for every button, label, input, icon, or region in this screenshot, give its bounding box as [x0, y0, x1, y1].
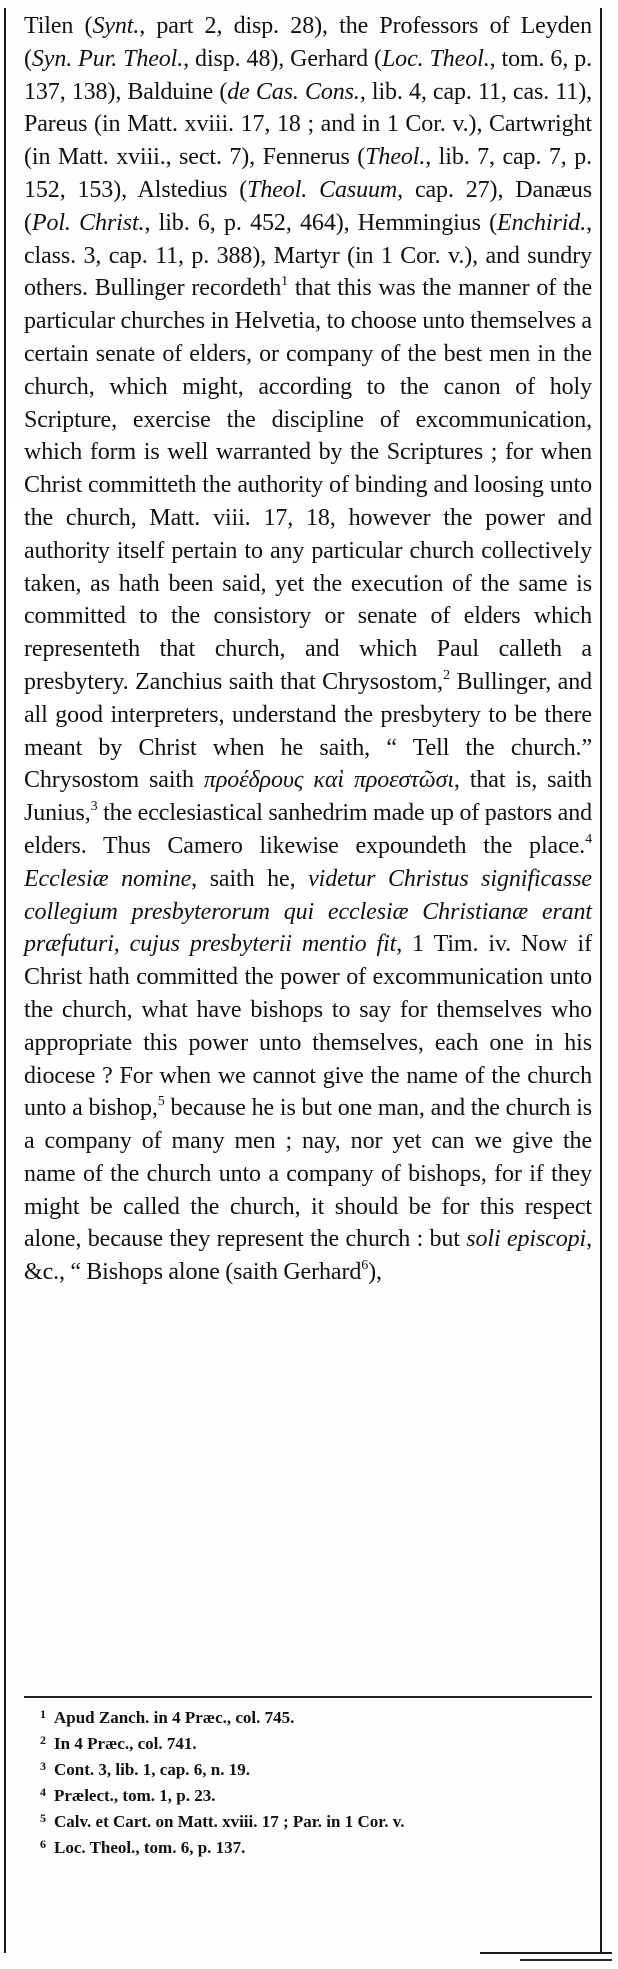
- text-run: Tilen (: [24, 13, 93, 39]
- text-run: , that is, saith Junius,: [24, 767, 592, 827]
- text-run: because he is but one man, and the church is a company of many men ; nay, nor yet can we give the name of the church unto a company of bishops, for if they might be called the church, it should be for this respect alone, because they represent the church : but: [24, 1095, 593, 1253]
- italic-title: Syn. Pur. Theol.: [31, 45, 184, 72]
- footnote-marker: 6: [361, 1258, 369, 1274]
- latin-quote: Ecclesiæ nomine: [24, 865, 192, 892]
- text-run: , saith he,: [191, 865, 309, 892]
- footnote: [40, 1755, 592, 1781]
- text-run: Bullinger, and all good interpreters, understand the presbytery to be there meant by Christ when he saith, “ Tell the church.” Chrysostom saith: [24, 668, 592, 794]
- footnote-text: Calv. et Cart. on Matt. xviii. 17 ; Par. in 1 Cor. v.: [54, 1812, 405, 1831]
- text-run: , &c., “ Bishops alone (saith Gerhard: [24, 1226, 593, 1286]
- bottom-edge-rule: [480, 1952, 612, 1954]
- footnotes: [40, 1703, 592, 1859]
- text-run: that this was the manner of the particular churches in Helvetia, to choose unto themselves a certain senate of elders, or company of the best men in the church, which might, according to the canon of holy Scripture, exercise the discipline of excommunication, which form is well warranted by the Scriptures ; for when Christ committeth the authority of binding and loosing unto the church, Matt. viii. 17, 18, however the power and authority itself pertain to any particular church collectively taken, as hath been said, yet the execution of the same is committed to the consistory or senate of elders which representeth that church, and which Paul calleth a presbytery. Zanchius saith that Chrysostom,: [24, 275, 593, 695]
- footnote: [40, 1781, 592, 1807]
- text-run: , cap. 27), Danæus (: [24, 176, 592, 236]
- text-run: , tom. 6, p. 137, 138), Balduine (: [24, 45, 593, 105]
- body-paragraph: [24, 10, 592, 1289]
- footnote: [40, 1703, 592, 1729]
- italic-title: Theol.: [365, 144, 426, 171]
- right-border-rule: [600, 8, 602, 1953]
- footnote-marker: 2: [443, 667, 450, 683]
- footnote-number: 5: [40, 1811, 46, 1825]
- footnote-number: 4: [40, 1785, 46, 1799]
- footnote-marker: 1: [281, 274, 289, 290]
- book-page: [24, 10, 592, 1289]
- latin-quote: soli episcopi: [466, 1226, 587, 1253]
- footnote: [40, 1807, 592, 1833]
- italic-title: Enchirid.: [497, 209, 587, 236]
- footnote-marker: 5: [157, 1094, 165, 1110]
- text-run: , lib. 7, cap. 7, p. 152, 153), Alstedius (: [24, 144, 592, 203]
- text-run: , part 2, disp. 28), the Professors of Leyden (: [24, 13, 592, 72]
- text-run: , lib. 4, cap. 11, cas. 11), Pareus (in Matt. xviii. 17, 18 ; and in 1 Cor. v.), Cartwright (in Matt. xviii., sect. 7), Fennerus (: [24, 78, 592, 171]
- footnote-marker: 3: [90, 799, 98, 815]
- bottom-edge-rule: [520, 1959, 612, 1961]
- footnote-number: 6: [40, 1837, 46, 1851]
- footnote-text: In 4 Præc., col. 741.: [54, 1734, 197, 1753]
- footnote-text: Prælect., tom. 1, p. 23.: [54, 1786, 216, 1805]
- footnote-text: Cont. 3, lib. 1, cap. 6, n. 19.: [54, 1760, 250, 1779]
- footnote-marker: 4: [585, 831, 592, 847]
- footnote: [40, 1833, 592, 1859]
- text-run: , 1 Tim. iv. Now if Christ hath committed the power of excommunication unto the church, what have bishops to say for themselves who appropriate this power unto themselves, each one in his diocese ? For when we cannot give the name of the church unto a bishop,: [24, 931, 592, 1122]
- footnote-number: 1: [40, 1707, 46, 1721]
- footnote-text: Loc. Theol., tom. 6, p. 137.: [54, 1838, 246, 1857]
- italic-title: Synt.: [92, 13, 140, 39]
- footnote: [40, 1729, 592, 1755]
- latin-quote: videtur Christus significasse collegium presbyterorum qui ecclesiæ Christianæ erant præfuturi, cujus presbyterii mentio fit: [24, 865, 592, 958]
- text-run: , lib. 6, p. 452, 464), Hemmingius (: [144, 209, 498, 236]
- footnote-text: Apud Zanch. in 4 Præc., col. 745.: [54, 1708, 295, 1727]
- italic-title: de Cas. Cons.: [227, 78, 360, 105]
- italic-title: Pol. Christ.: [31, 209, 145, 236]
- text-run: , class. 3, cap. 11, p. 388), Martyr (in 1 Cor. v.), and sundry others. Bullinger recordeth: [24, 209, 593, 302]
- text-run: ),: [368, 1259, 382, 1286]
- footnote-number: 3: [40, 1759, 46, 1773]
- left-border-rule: [4, 8, 6, 1953]
- greek-quote: προέδρους καὶ προεστῶσι: [203, 767, 454, 794]
- italic-title: Loc. Theol.: [381, 45, 490, 72]
- footnote-separator: [24, 1696, 592, 1698]
- text-run: , disp. 48), Gerhard (: [183, 45, 382, 72]
- footnote-number: 2: [40, 1733, 46, 1747]
- italic-title: Theol. Casuum: [247, 176, 398, 203]
- text-run: the ecclesiastical sanhedrim made up of pastors and elders. Thus Camero likewise expoundeth the place.: [24, 800, 592, 859]
